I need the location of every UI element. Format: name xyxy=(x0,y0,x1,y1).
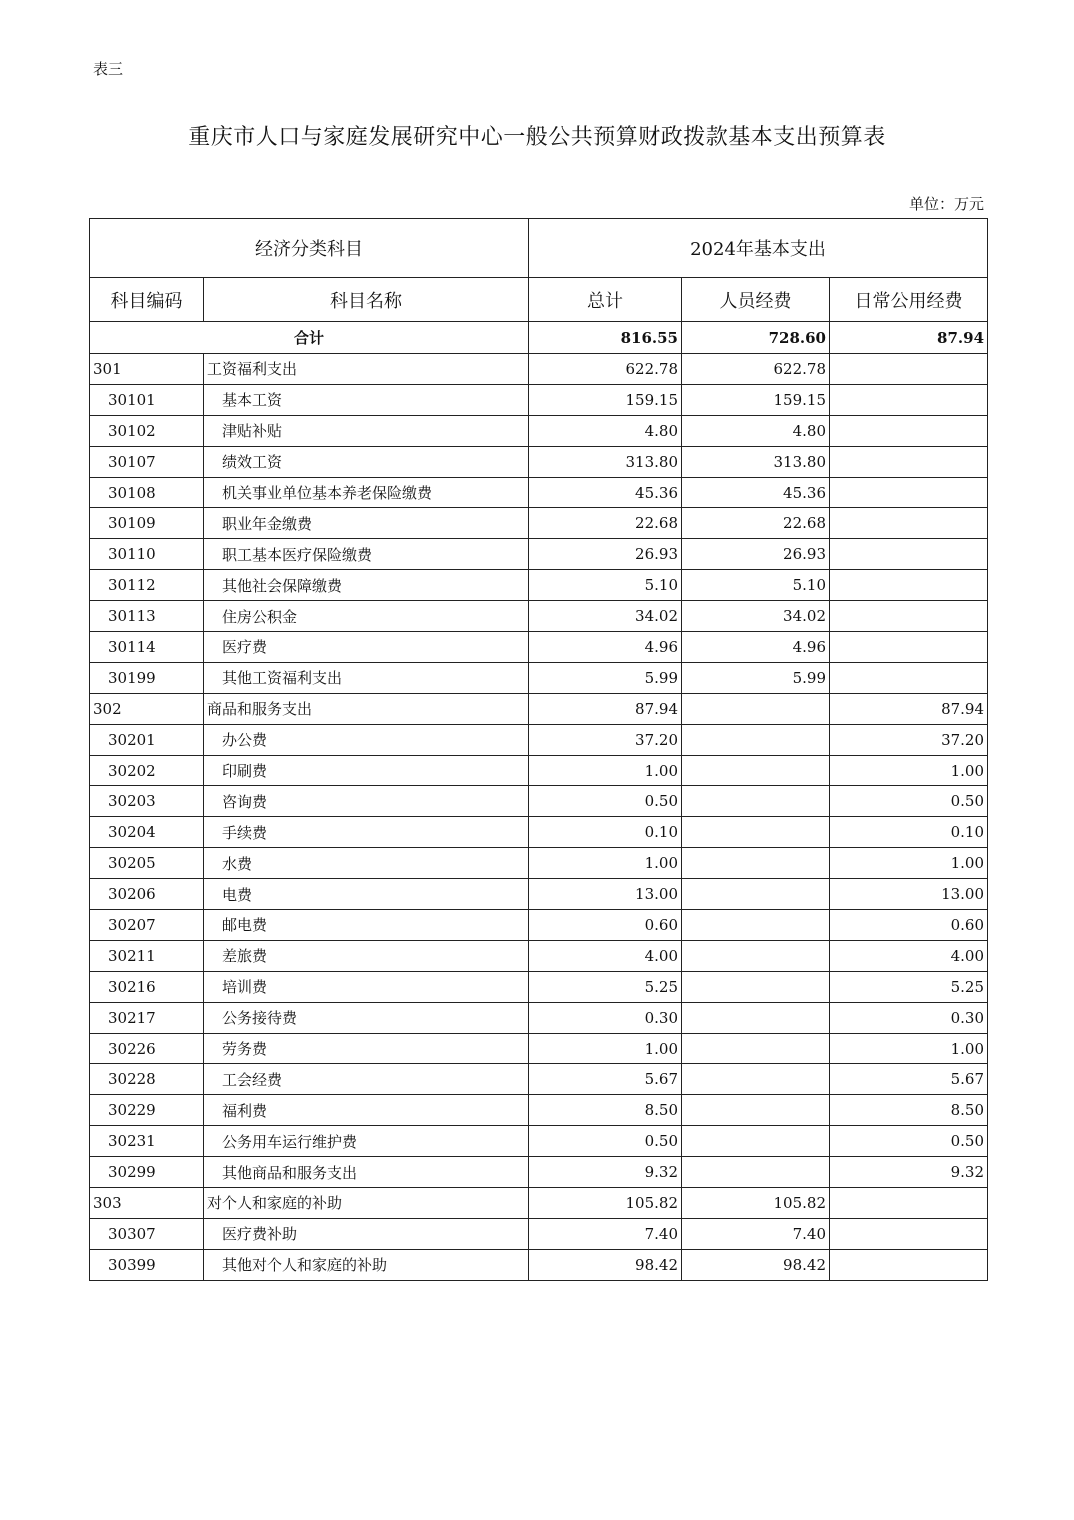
row-total: 1.00 xyxy=(529,1033,682,1064)
row-name: 住房公积金 xyxy=(204,601,529,632)
row-public: 0.50 xyxy=(830,1126,988,1157)
row-public: 0.30 xyxy=(830,1002,988,1033)
row-public: 5.67 xyxy=(830,1064,988,1095)
header-public: 日常公用经费 xyxy=(830,278,988,322)
row-personnel: 26.93 xyxy=(682,539,830,570)
row-total: 5.25 xyxy=(529,971,682,1002)
row-public: 9.32 xyxy=(830,1157,988,1188)
row-code: 30226 xyxy=(90,1033,204,1064)
row-name: 手续费 xyxy=(204,817,529,848)
row-public xyxy=(830,601,988,632)
row-code: 30206 xyxy=(90,879,204,910)
row-public xyxy=(830,632,988,663)
table-row xyxy=(90,940,988,971)
table-row xyxy=(90,539,988,570)
row-personnel xyxy=(682,755,830,786)
row-name: 印刷费 xyxy=(204,755,529,786)
row-name: 劳务费 xyxy=(204,1033,529,1064)
header-total: 总计 xyxy=(529,278,682,322)
row-public xyxy=(830,354,988,385)
row-code: 30399 xyxy=(90,1249,204,1280)
row-total: 0.50 xyxy=(529,786,682,817)
row-total: 26.93 xyxy=(529,539,682,570)
row-code: 30299 xyxy=(90,1157,204,1188)
row-name: 咨询费 xyxy=(204,786,529,817)
row-code: 30108 xyxy=(90,477,204,508)
row-public: 0.60 xyxy=(830,910,988,941)
row-code: 30203 xyxy=(90,786,204,817)
row-personnel xyxy=(682,1033,830,1064)
row-public: 37.20 xyxy=(830,724,988,755)
row-name: 公务接待费 xyxy=(204,1002,529,1033)
table-row xyxy=(90,477,988,508)
row-total: 7.40 xyxy=(529,1218,682,1249)
table-row xyxy=(90,384,988,415)
row-total: 5.99 xyxy=(529,662,682,693)
row-total: 1.00 xyxy=(529,848,682,879)
row-code: 30109 xyxy=(90,508,204,539)
table-row xyxy=(90,415,988,446)
row-personnel xyxy=(682,724,830,755)
table-row xyxy=(90,1126,988,1157)
row-name: 医疗费 xyxy=(204,632,529,663)
row-public xyxy=(830,539,988,570)
row-code: 30307 xyxy=(90,1218,204,1249)
row-total: 105.82 xyxy=(529,1188,682,1219)
row-public xyxy=(830,415,988,446)
row-public xyxy=(830,477,988,508)
row-total: 37.20 xyxy=(529,724,682,755)
row-personnel xyxy=(682,817,830,848)
row-code: 302 xyxy=(90,693,204,724)
row-code: 301 xyxy=(90,354,204,385)
table-row xyxy=(90,817,988,848)
table-row xyxy=(90,354,988,385)
row-code: 303 xyxy=(90,1188,204,1219)
row-name: 职工基本医疗保险缴费 xyxy=(204,539,529,570)
row-code: 30202 xyxy=(90,755,204,786)
row-total: 4.00 xyxy=(529,940,682,971)
total-public: 87.94 xyxy=(830,322,988,354)
total-label: 合计 xyxy=(90,322,529,354)
row-public: 87.94 xyxy=(830,693,988,724)
row-public xyxy=(830,662,988,693)
table-row xyxy=(90,848,988,879)
row-public xyxy=(830,1188,988,1219)
unit-label: 单位：万元 xyxy=(908,195,984,213)
row-public xyxy=(830,1249,988,1280)
row-personnel xyxy=(682,1157,830,1188)
row-name: 工资福利支出 xyxy=(204,354,529,385)
row-name: 其他对个人和家庭的补助 xyxy=(204,1249,529,1280)
row-total: 45.36 xyxy=(529,477,682,508)
table-row xyxy=(90,910,988,941)
table-row xyxy=(90,570,988,601)
row-personnel: 313.80 xyxy=(682,446,830,477)
row-personnel: 45.36 xyxy=(682,477,830,508)
row-personnel: 105.82 xyxy=(682,1188,830,1219)
row-public: 13.00 xyxy=(830,879,988,910)
row-code: 30207 xyxy=(90,910,204,941)
row-public: 5.25 xyxy=(830,971,988,1002)
header-row-columns xyxy=(90,278,988,322)
row-name: 福利费 xyxy=(204,1095,529,1126)
row-public xyxy=(830,1218,988,1249)
budget-table xyxy=(89,218,988,1281)
page-title: 重庆市人口与家庭发展研究中心一般公共预算财政拨款基本支出预算表 xyxy=(188,125,886,150)
table-row xyxy=(90,879,988,910)
row-name: 商品和服务支出 xyxy=(204,693,529,724)
row-name: 职业年金缴费 xyxy=(204,508,529,539)
header-basic-expenditure: 2024年基本支出 xyxy=(529,219,988,278)
row-code: 30101 xyxy=(90,384,204,415)
total-total: 816.55 xyxy=(529,322,682,354)
row-personnel: 5.99 xyxy=(682,662,830,693)
table-row xyxy=(90,601,988,632)
row-personnel xyxy=(682,786,830,817)
row-name: 基本工资 xyxy=(204,384,529,415)
row-total: 22.68 xyxy=(529,508,682,539)
row-code: 30229 xyxy=(90,1095,204,1126)
table-row xyxy=(90,724,988,755)
row-total: 4.80 xyxy=(529,415,682,446)
row-personnel: 4.96 xyxy=(682,632,830,663)
row-total: 8.50 xyxy=(529,1095,682,1126)
table-row xyxy=(90,1249,988,1280)
row-personnel xyxy=(682,693,830,724)
row-total: 0.30 xyxy=(529,1002,682,1033)
row-code: 30102 xyxy=(90,415,204,446)
row-code: 30199 xyxy=(90,662,204,693)
row-personnel xyxy=(682,940,830,971)
row-public: 1.00 xyxy=(830,1033,988,1064)
table-row xyxy=(90,1095,988,1126)
row-public xyxy=(830,508,988,539)
row-total: 159.15 xyxy=(529,384,682,415)
row-code: 30205 xyxy=(90,848,204,879)
row-personnel: 22.68 xyxy=(682,508,830,539)
row-name: 电费 xyxy=(204,879,529,910)
row-total: 87.94 xyxy=(529,693,682,724)
table-row xyxy=(90,1064,988,1095)
table-row xyxy=(90,508,988,539)
table-row xyxy=(90,755,988,786)
row-name: 办公费 xyxy=(204,724,529,755)
row-name: 差旅费 xyxy=(204,940,529,971)
row-name: 邮电费 xyxy=(204,910,529,941)
table-row xyxy=(90,662,988,693)
row-total: 1.00 xyxy=(529,755,682,786)
row-code: 30204 xyxy=(90,817,204,848)
row-name: 其他工资福利支出 xyxy=(204,662,529,693)
row-personnel: 5.10 xyxy=(682,570,830,601)
row-total: 9.32 xyxy=(529,1157,682,1188)
table-row xyxy=(90,693,988,724)
row-public: 0.50 xyxy=(830,786,988,817)
row-name: 工会经费 xyxy=(204,1064,529,1095)
row-name: 对个人和家庭的补助 xyxy=(204,1188,529,1219)
row-total: 313.80 xyxy=(529,446,682,477)
row-public: 1.00 xyxy=(830,848,988,879)
row-personnel xyxy=(682,971,830,1002)
row-code: 30217 xyxy=(90,1002,204,1033)
row-total: 0.60 xyxy=(529,910,682,941)
row-personnel: 98.42 xyxy=(682,1249,830,1280)
table-row xyxy=(90,1033,988,1064)
row-public xyxy=(830,570,988,601)
row-total: 5.10 xyxy=(529,570,682,601)
row-name: 其他商品和服务支出 xyxy=(204,1157,529,1188)
row-personnel: 7.40 xyxy=(682,1218,830,1249)
header-code: 科目编码 xyxy=(90,278,204,322)
row-code: 30107 xyxy=(90,446,204,477)
row-personnel xyxy=(682,879,830,910)
row-total: 0.10 xyxy=(529,817,682,848)
row-personnel xyxy=(682,910,830,941)
row-personnel: 34.02 xyxy=(682,601,830,632)
row-personnel xyxy=(682,1064,830,1095)
header-row-group xyxy=(90,219,988,278)
table-row xyxy=(90,1188,988,1219)
row-name: 其他社会保障缴费 xyxy=(204,570,529,601)
row-code: 30201 xyxy=(90,724,204,755)
table-row xyxy=(90,632,988,663)
table-label: 表三 xyxy=(93,60,124,78)
row-total: 98.42 xyxy=(529,1249,682,1280)
row-personnel: 4.80 xyxy=(682,415,830,446)
row-name: 水费 xyxy=(204,848,529,879)
row-personnel xyxy=(682,1095,830,1126)
row-code: 30110 xyxy=(90,539,204,570)
row-total: 0.50 xyxy=(529,1126,682,1157)
row-code: 30114 xyxy=(90,632,204,663)
row-code: 30216 xyxy=(90,971,204,1002)
table-row xyxy=(90,446,988,477)
row-public: 1.00 xyxy=(830,755,988,786)
row-total: 34.02 xyxy=(529,601,682,632)
row-personnel xyxy=(682,848,830,879)
row-name: 培训费 xyxy=(204,971,529,1002)
total-row xyxy=(90,322,988,354)
row-name: 津贴补贴 xyxy=(204,415,529,446)
row-name: 公务用车运行维护费 xyxy=(204,1126,529,1157)
row-personnel: 159.15 xyxy=(682,384,830,415)
row-public: 4.00 xyxy=(830,940,988,971)
row-total: 622.78 xyxy=(529,354,682,385)
table-row xyxy=(90,1002,988,1033)
row-total: 13.00 xyxy=(529,879,682,910)
row-public: 0.10 xyxy=(830,817,988,848)
row-name: 机关事业单位基本养老保险缴费 xyxy=(204,477,529,508)
header-personnel: 人员经费 xyxy=(682,278,830,322)
row-total: 5.67 xyxy=(529,1064,682,1095)
row-public xyxy=(830,384,988,415)
row-name: 绩效工资 xyxy=(204,446,529,477)
row-name: 医疗费补助 xyxy=(204,1218,529,1249)
row-code: 30112 xyxy=(90,570,204,601)
row-code: 30113 xyxy=(90,601,204,632)
row-total: 4.96 xyxy=(529,632,682,663)
row-code: 30231 xyxy=(90,1126,204,1157)
total-personnel: 728.60 xyxy=(682,322,830,354)
header-name: 科目名称 xyxy=(204,278,529,322)
row-code: 30211 xyxy=(90,940,204,971)
row-personnel: 622.78 xyxy=(682,354,830,385)
row-personnel xyxy=(682,1002,830,1033)
table-row xyxy=(90,1157,988,1188)
row-code: 30228 xyxy=(90,1064,204,1095)
table-row xyxy=(90,1218,988,1249)
row-personnel xyxy=(682,1126,830,1157)
table-row xyxy=(90,971,988,1002)
row-public: 8.50 xyxy=(830,1095,988,1126)
table-row xyxy=(90,786,988,817)
header-economic-classification: 经济分类科目 xyxy=(90,219,529,278)
row-public xyxy=(830,446,988,477)
